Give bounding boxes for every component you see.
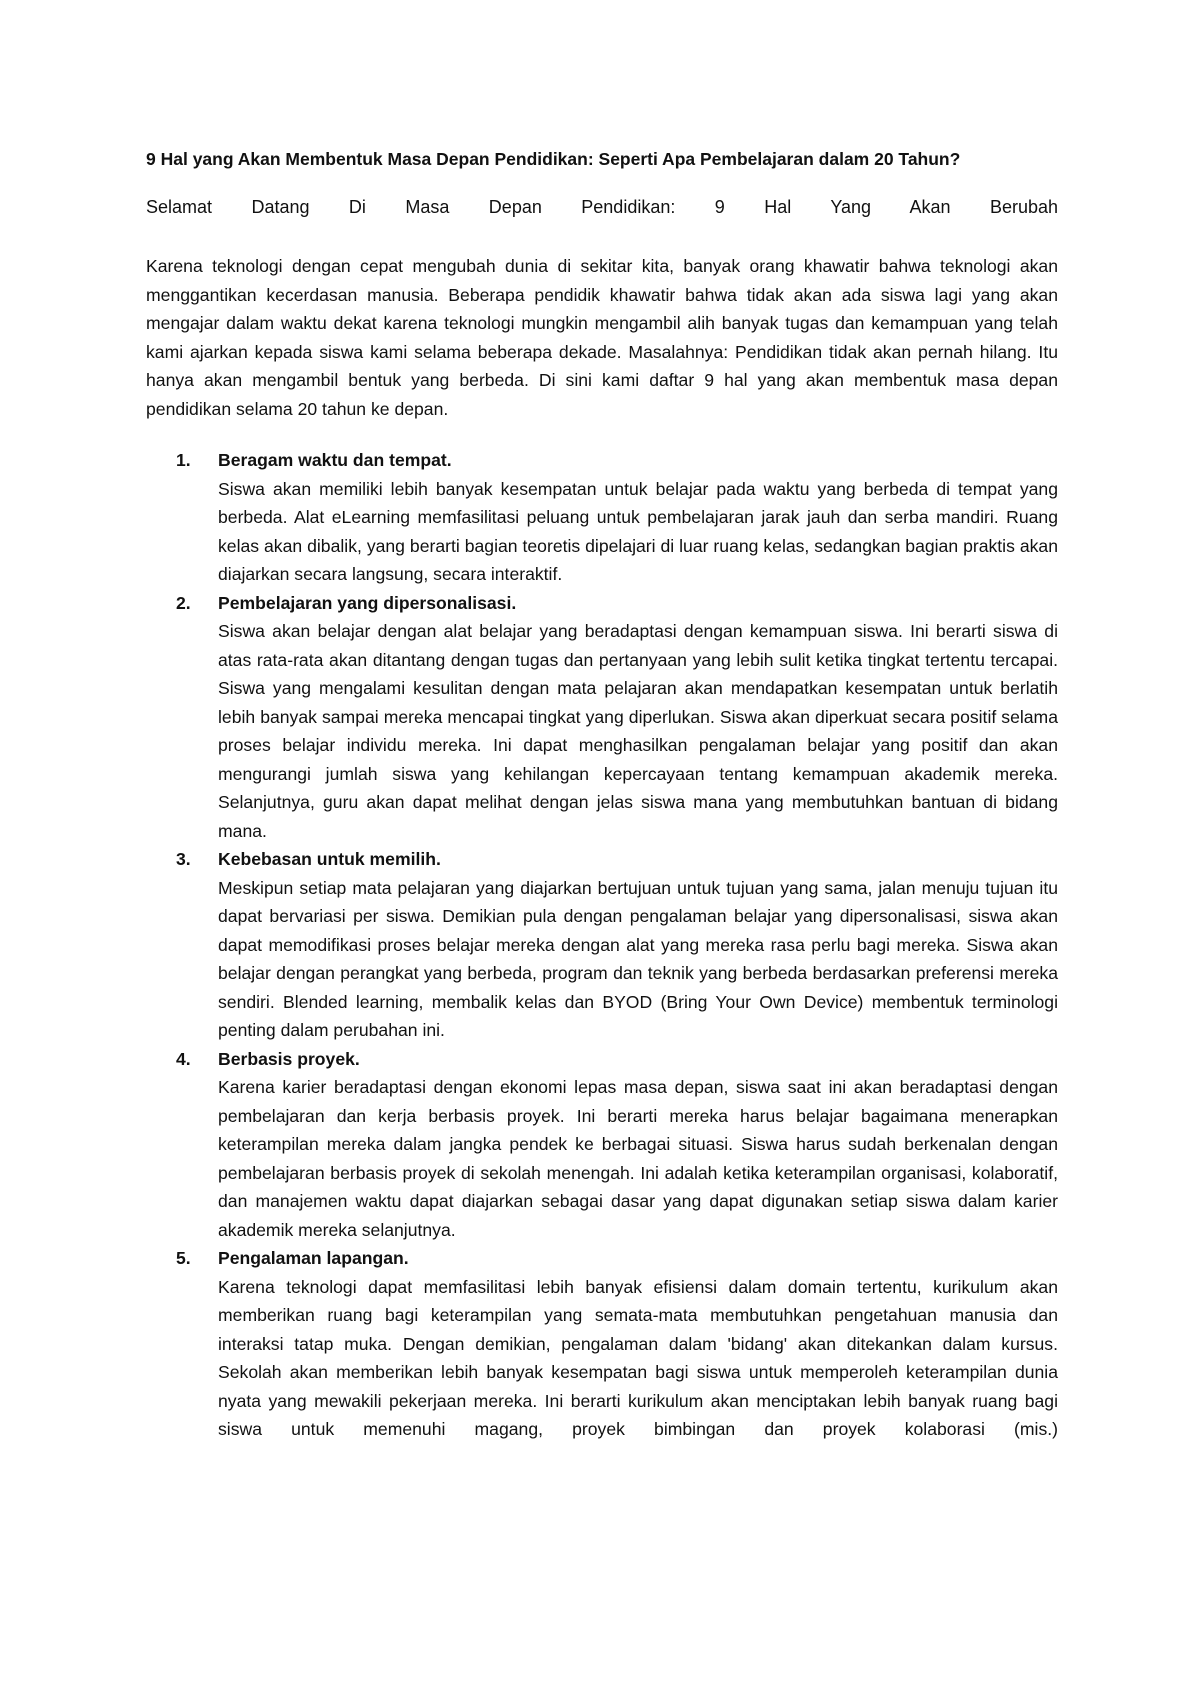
list-item (146, 1045, 1058, 1245)
list-item (146, 1244, 1058, 1444)
document-subtitle: Selamat Datang Di Masa Depan Pendidikan: 9 Hal Yang Akan Berubah (146, 197, 1058, 217)
list-item-body: Meskipun setiap mata pelajaran yang diajarkan bertujuan untuk tujuan yang sama, jalan menuju tujuan itu dapat bervariasi per siswa. Demikian pula dengan pengalaman belajar yang dipersonalisasi, siswa akan dapat memodifikasi proses belajar mereka dengan alat yang mereka rasa perlu bagi mereka. Siswa akan belajar dengan perangkat yang berbeda, program dan teknik yang berbeda berdasarkan preferensi mereka sendiri. Blended learning, membalik kelas dan BYOD (Bring Your Own Device) membentuk terminologi penting dalam perubahan ini. (218, 877, 1058, 1040)
list-item-number: 1. (176, 450, 191, 470)
list-item-body: Karena teknologi dapat memfasilitasi lebih banyak efisiensi dalam domain tertentu, kurikulum akan memberikan ruang bagi keterampilan yang semata-mata membutuhkan pengetahuan manusia dan interaksi tatap muka. Dengan demikian, pengalaman dalam 'bidang' akan ditekankan dalam kursus. Sekolah akan memberikan lebih banyak kesempatan bagi siswa untuk memperoleh keterampilan dunia nyata yang mewakili pekerjaan mereka. Ini berarti kurikulum akan menciptakan lebih banyak ruang bagi siswa untuk memenuhi magang, proyek bimbingan dan proyek kolaborasi (mis.) (218, 1276, 1058, 1439)
intro-paragraph: Karena teknologi dengan cepat mengubah dunia di sekitar kita, banyak orang khawatir bahwa teknologi akan menggantikan kecerdasan manusia. Beberapa pendidik khawatir bahwa tidak akan ada siswa lagi yang akan mengajar dalam waktu dekat karena teknologi mungkin mengambil alih banyak tugas dan kemampuan yang telah kami ajarkan kepada siswa kami selama beberapa dekade. Masalahnya: Pendidikan tidak akan pernah hilang. Itu hanya akan mengambil bentuk yang berbeda. Di sini kami daftar 9 hal yang akan membentuk masa depan pendidikan selama 20 tahun ke depan. (146, 256, 1058, 419)
list-item (146, 589, 1058, 846)
list-item-title: Pengalaman lapangan. (218, 1248, 409, 1268)
list-item-number: 4. (176, 1048, 191, 1069)
list-item (146, 446, 1058, 589)
list-item-title: Kebebasan untuk memilih. (218, 849, 441, 869)
list-item-title: Beragam waktu dan tempat. (218, 450, 452, 470)
document-title: 9 Hal yang Akan Membentuk Masa Depan Pendidikan: Seperti Apa Pembelajaran dalam 20 Tahun? (146, 149, 961, 169)
list-item-number: 3. (176, 849, 191, 869)
list-item-body: Siswa akan memiliki lebih banyak kesempatan untuk belajar pada waktu yang berbeda di tempat yang berbeda. Alat eLearning memfasilitasi peluang untuk pembelajaran jarak jauh dan serba mandiri. Ruang kelas akan dibalik, yang berarti bagian teoretis dipelajari di luar ruang kelas, sedangkan bagian praktis akan diajarkan secara langsung, secara interaktif. (218, 478, 1058, 584)
list-item (146, 845, 1058, 1045)
list-item-body: Siswa akan belajar dengan alat belajar yang beradaptasi dengan kemampuan siswa. Ini berarti siswa di atas rata-rata akan ditantang dengan tugas dan pertanyaan yang lebih sulit ketika tingkat tertentu tercapai. Siswa yang mengalami kesulitan dengan mata pelajaran akan mendapatkan kesempatan untuk berlatih lebih banyak sampai mereka mencapai tingkat yang diperlukan. Siswa akan diperkuat secara positif selama proses belajar individu mereka. Ini dapat menghasilkan pengalaman belajar yang positif dan akan mengurangi jumlah siswa yang kehilangan kepercayaan tentang kemampuan akademik mereka. Selanjutnya, guru akan dapat melihat dengan jelas siswa mana yang membutuhkan bantuan di bidang mana. (218, 621, 1058, 841)
list-item-title: Berbasis proyek. (218, 1048, 360, 1069)
list-item-number: 2. (176, 592, 191, 613)
numbered-list (146, 446, 1058, 1444)
list-item-number: 5. (176, 1248, 191, 1268)
list-item-title: Pembelajaran yang dipersonalisasi. (218, 592, 517, 613)
list-item-body: Karena karier beradaptasi dengan ekonomi lepas masa depan, siswa saat ini akan beradaptasi dengan pembelajaran dan kerja berbasis proyek. Ini berarti mereka harus belajar bagaimana menerapkan keterampilan mereka dalam jangka pendek ke berbagai situasi. Siswa harus sudah berkenalan dengan pembelajaran berbasis proyek di sekolah menengah. Ini adalah ketika keterampilan organisasi, kolaboratif, dan manajemen waktu dapat diajarkan sebagai dasar yang dapat digunakan setiap siswa dalam karier akademik mereka selanjutnya. (218, 1077, 1058, 1240)
